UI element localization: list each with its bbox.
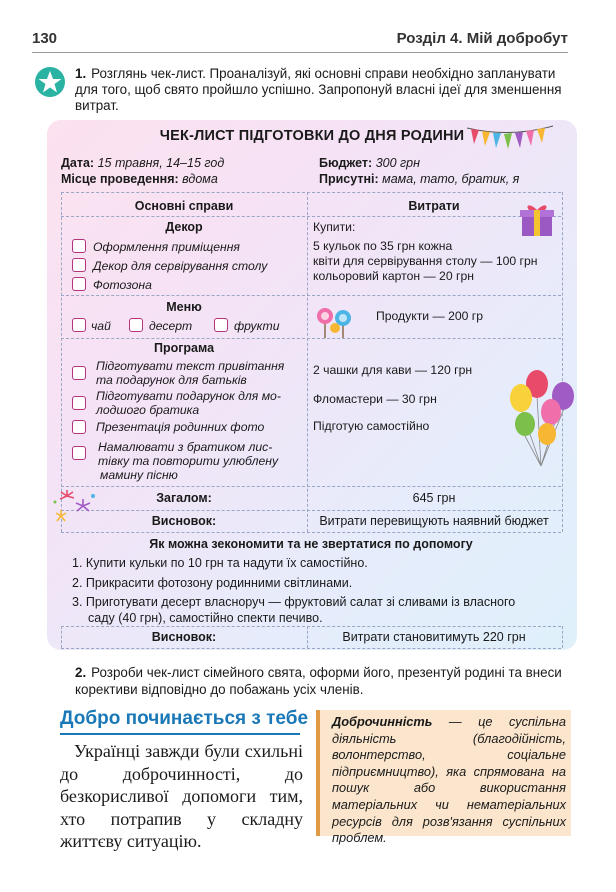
menu-item: чай <box>91 319 111 333</box>
checkbox[interactable] <box>72 239 86 253</box>
menu-cost: Продукти — 200 гр <box>376 309 484 323</box>
checkbox[interactable] <box>129 318 143 332</box>
program-cost: Фломастери — 30 грн <box>313 392 437 406</box>
program-title: Програма <box>153 341 215 355</box>
gift-icon <box>519 200 555 238</box>
present-line <box>319 172 519 186</box>
task-1 <box>75 66 575 114</box>
budget-value: 300 грн <box>375 156 421 170</box>
table-divider <box>61 532 561 533</box>
lollipop-icon <box>313 304 357 338</box>
program-item-line: Підготувати текст привітання <box>96 359 285 373</box>
savings-item-number: 2. <box>72 576 83 590</box>
checklist-title: ЧЕК-ЛИСТ ПІДГОТОВКИ ДО ДНЯ РОДИНИ <box>159 128 465 144</box>
total-label: Загалом: <box>156 491 212 505</box>
program-cost: 2 чашки для кави — 120 грн <box>313 363 473 377</box>
program-cost: Підготую самостійно <box>313 419 430 433</box>
column-header-costs: Витрати <box>408 199 460 213</box>
savings-item <box>72 575 352 591</box>
definition-text <box>332 714 566 847</box>
section-paragraph: Українці завжди були схильні до доброчинності, до безкорисливої допомоги тим, хто потрапив у складну життєву ситуацію. <box>60 741 303 851</box>
section-header: Розділ 4. Мій добробут <box>396 30 568 47</box>
budget-label: Бюджет: <box>319 156 373 170</box>
bunting-icon <box>465 124 555 156</box>
decor-cost-line: кольоровий картон — 20 грн <box>313 269 474 283</box>
savings-item-text: Приготувати десерт власноруч — фруктовий салат зі сливами із власного <box>85 595 516 609</box>
savings-item-cont: саду (40 грн), самостійно спекти печиво. <box>88 611 323 625</box>
place-value: вдома <box>182 172 218 186</box>
conclusion-label: Висновок: <box>151 514 217 528</box>
savings-item-number: 3. <box>72 595 83 609</box>
definition-box <box>316 710 571 846</box>
conclusion-value: Витрати перевищують наявний бюджет <box>319 514 549 528</box>
program-item-line: Підготувати подарунок для мо- <box>96 389 281 403</box>
checkbox[interactable] <box>72 258 86 272</box>
date-value: 15 травня, 14–15 год <box>97 156 225 170</box>
section-title-underline <box>60 733 300 735</box>
task-2 <box>75 664 575 698</box>
task-2-text: Розроби чек-лист сімейного свята, оформи його, презентуй родині та внеси корективи відповідно до побажань усіх членів. <box>75 665 562 697</box>
place-line <box>61 172 218 186</box>
decor-cost-title: Купити: <box>313 220 356 234</box>
program-item-line: та подарунок для батьків <box>96 373 247 387</box>
checkbox[interactable] <box>214 318 228 332</box>
decor-cost-line: квіти для сервірування столу — 100 грн <box>313 254 538 268</box>
decor-cost-line: 5 кульок по 35 грн кожна <box>313 239 453 253</box>
savings-item <box>72 594 515 610</box>
star-icon <box>34 66 66 98</box>
checkbox[interactable] <box>72 277 86 291</box>
date-label: Дата: <box>61 156 95 170</box>
program-item-line: лодшого братика <box>96 403 200 417</box>
total-value: 645 грн <box>412 491 456 505</box>
task-2-number: 2. <box>75 665 87 680</box>
checkbox[interactable] <box>72 318 86 332</box>
budget-line <box>319 156 420 170</box>
column-header-tasks: Основні справи <box>134 199 234 213</box>
page-number: 130 <box>32 30 58 47</box>
program-item <box>96 389 281 417</box>
checkbox[interactable] <box>72 446 86 460</box>
program-item <box>98 440 278 482</box>
program-item-line: Намалювати з братиком лис- <box>98 440 273 454</box>
decor-item: Фотозона <box>93 278 152 292</box>
present-value: мама, тато, братик, я <box>382 172 520 186</box>
savings-item <box>72 555 368 571</box>
final-value: Витрати становитимуть 220 грн <box>342 630 526 644</box>
present-label: Присутні: <box>319 172 379 186</box>
place-label: Місце проведення: <box>61 172 179 186</box>
column-divider <box>307 192 308 532</box>
balloons-icon <box>507 368 577 468</box>
savings-item-text: Прикрасити фотозону родинними світлинами. <box>85 576 353 590</box>
savings-title: Як можна зекономити та не звертатися по допомогу <box>149 537 473 551</box>
menu-title: Меню <box>166 300 202 314</box>
menu-item: десерт <box>149 319 193 333</box>
program-item <box>96 359 284 387</box>
definition-term: Доброчинність <box>332 714 433 729</box>
final-label: Висновок: <box>151 630 217 644</box>
program-item-line: тівку та повторити улюблену <box>98 454 279 468</box>
checklist-card <box>47 120 577 650</box>
table-divider <box>61 648 561 649</box>
section-title: Добро починається з тебе <box>60 708 309 729</box>
checkbox[interactable] <box>72 420 86 434</box>
date-line <box>61 156 224 170</box>
header-divider <box>32 52 568 53</box>
savings-item-text: Купити кульки по 10 грн та надути їх самостійно. <box>85 556 368 570</box>
decor-title: Декор <box>165 220 203 234</box>
menu-item: фрукти <box>234 319 280 333</box>
task-1-text: Розглянь чек-лист. Проаналізуй, які основні справи необхідно запланувати для того, щоб свято пройшло успішно. Запропонуй власні ідеї для зменшення витрат. <box>75 66 562 113</box>
program-item: Презентація родинних фото <box>96 420 265 434</box>
savings-item-number: 1. <box>72 556 83 570</box>
checkbox[interactable] <box>72 366 86 380</box>
definition-body: — це суспільна діяльність (благодійність, волонтерство, соціальне підприємництво), яка спрямована на пошук або використання матеріальних чи нематеріальних ресурсів для розв'язання суспільних проблем. <box>332 714 566 846</box>
decor-item: Декор для сервірування столу <box>93 259 268 273</box>
checkbox[interactable] <box>72 396 86 410</box>
decor-item: Оформлення приміщення <box>93 240 240 254</box>
task-1-number: 1. <box>75 66 87 81</box>
program-item-line: мамину пісню <box>100 468 178 482</box>
